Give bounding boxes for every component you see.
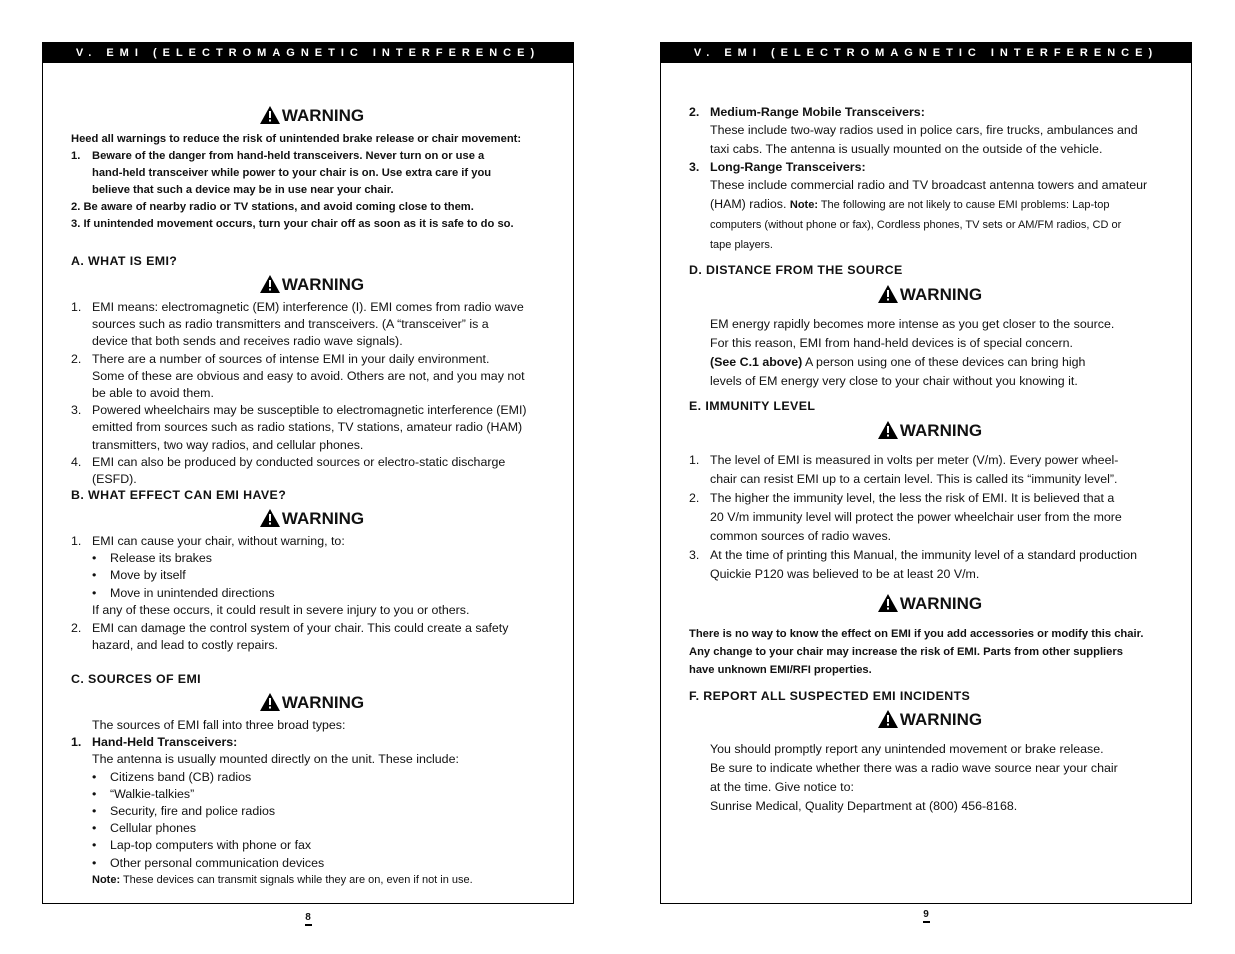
- warning-heading: WARNING: [71, 692, 553, 714]
- warning-heading: WARNING: [71, 105, 553, 127]
- warning-triangle-icon: [260, 275, 280, 293]
- section-f-text: You should promptly report any unintended movement or brake release. Be sure to indicate whether there was a radio wave source near your chair at the time. Give notice to: Sunrise Medical, Quality Department at (800) 456-8168.: [710, 742, 1118, 813]
- section-d-text: EM energy rapidly becomes more intense as you get closer to the source. For this reason, EMI from hand-held devices is of special concern. (See C.1 above) A person using one of these devices can bring high levels of EM energy very close to your chair without you knowing it.: [710, 317, 1115, 388]
- accessory-warning: There is no way to know the effect on EMI if you add accessories or modify this chair. Any change to your chair may increase the risk of EMI. Parts from other suppliers have unknown EMI/RFI properties.: [689, 628, 1144, 676]
- intro-item: 2. Be aware of nearby radio or TV stations, and avoid coming close to them.: [71, 201, 474, 213]
- section-a-heading: A. WHAT IS EMI?: [71, 254, 178, 268]
- section-c-heading: C. SOURCES OF EMI: [71, 672, 202, 686]
- warning-heading: WARNING: [71, 274, 553, 296]
- list-item: 3. At the time of printing this Manual, the immunity level of a standard production Quickie P120 was believed to be at least 20 V/m.: [689, 548, 1138, 581]
- bullet-item: • “Walkie-talkies”: [92, 786, 195, 801]
- list-item: 2. Medium-Range Mobile Transceivers:: [689, 105, 925, 119]
- intro-heading: Heed all warnings to reduce the risk of unintended brake release or chair movement:: [71, 133, 522, 145]
- warning-triangle-icon: [878, 594, 898, 612]
- list-text: If any of these occurs, it could result in severe injury to you or others.: [92, 602, 470, 617]
- warning-triangle-icon: [878, 285, 898, 303]
- warning-heading: WARNING: [71, 508, 553, 530]
- warning-heading: WARNING: [689, 593, 1171, 615]
- warning-heading: WARNING: [689, 420, 1171, 442]
- page-number: 9: [916, 909, 936, 923]
- warning-heading: WARNING: [689, 709, 1171, 731]
- list-text: These include commercial radio and TV broadcast antenna towers and amateur (HAM) radios. Note: The following are not likely to cause EMI problems: Lap-top computers (without phone or fax), Cordless phones, TV sets or AM/FM radios, CD or tape players.: [710, 178, 1148, 252]
- section-b-heading: B. WHAT EFFECT CAN EMI HAVE?: [71, 488, 287, 502]
- bullet-item: • Security, fire and police radios: [92, 804, 276, 819]
- list-text: The sources of EMI fall into three broad types:: [92, 718, 346, 732]
- left-page: [42, 42, 574, 904]
- list-item: 4. EMI can also be produced by conducted sources or electro-static discharge (ESFD).: [71, 454, 506, 487]
- section-header: V. EMI (ELECTROMAGNETIC INTERFERENCE): [661, 43, 1191, 63]
- right-page: [660, 42, 1192, 904]
- warning-triangle-icon: [260, 693, 280, 711]
- intro-item: 3. If unintended movement occurs, turn your chair off as soon as it is safe to do so.: [71, 218, 514, 230]
- transceiver-list: [689, 104, 1171, 255]
- section-header: V. EMI (ELECTROMAGNETIC INTERFERENCE): [43, 43, 573, 63]
- bullet-item: • Move by itself: [92, 568, 186, 583]
- warning-triangle-icon: [260, 106, 280, 124]
- section-a-list: [71, 299, 553, 488]
- list-text: These include two-way radios used in police cars, fire trucks, ambulances and taxi cabs. The antenna is usually mounted on the outside of the vehicle.: [710, 123, 1138, 157]
- warning-heading: WARNING: [689, 284, 1171, 306]
- bullet-item: • Move in unintended directions: [92, 585, 275, 600]
- list-item: 1. Hand-Held Transceivers:: [71, 735, 238, 750]
- warning-triangle-icon: [878, 710, 898, 728]
- list-item: 3. Powered wheelchairs may be susceptible to electromagnetic interference (EMI) emitted from sources such as radio stations, TV stations, amateur radio (HAM) transmitters, two way radios, and cellular phones.: [71, 403, 527, 452]
- list-item: 1. EMI can cause your chair, without warning, to:: [71, 534, 345, 548]
- section-e-list: [689, 451, 1171, 584]
- list-item: 1. EMI means: electromagnetic (EM) interference (I). EMI comes from radio wave sources such as radio transmitters and transceivers. (A “transceiver” is a device that both sends and receives radio wave signals).: [71, 300, 524, 349]
- section-f-heading: F. REPORT ALL SUSPECTED EMI INCIDENTS: [689, 689, 971, 703]
- intro-item: 1. Beware of the danger from hand-held transceivers. Never turn on or use a hand-held transceiver while power to your chair is on. Use extra care if you believe that such a device may be in use near your chair.: [71, 150, 492, 196]
- list-item: 1. The level of EMI is measured in volts per meter (V/m). Every power wheel- chair can resist EMI up to a certain level. This is called its “immunity level”.: [689, 453, 1119, 486]
- section-e-heading: E. IMMUNITY LEVEL: [689, 399, 816, 413]
- bullet-item: • Cellular phones: [92, 821, 197, 836]
- warning-triangle-icon: [260, 509, 280, 527]
- bullet-item: • Citizens band (CB) radios: [92, 769, 252, 784]
- bullet-item: • Other personal communication devices: [92, 855, 325, 870]
- list-text: The antenna is usually mounted directly on the unit. These include:: [92, 752, 459, 767]
- list-item: 2. The higher the immunity level, the less the risk of EMI. It is believed that a 20 V/m immunity level will protect the power wheelchair user from the more common sources of radio waves.: [689, 491, 1122, 543]
- bullet-item: • Lap-top computers with phone or fax: [92, 838, 312, 853]
- section-b-list: [71, 533, 553, 654]
- list-item: 2. EMI can damage the control system of your chair. This could create a safety hazard, and lead to costly repairs.: [71, 621, 509, 653]
- section-d-heading: D. DISTANCE FROM THE SOURCE: [689, 263, 903, 277]
- bullet-item: • Release its brakes: [92, 551, 212, 566]
- section-c-list: [71, 717, 553, 889]
- note: Note: These devices can transmit signals while they are on, even if not in use.: [92, 873, 473, 886]
- list-item: 2. There are a number of sources of intense EMI in your daily environment. Some of these are obvious and easy to avoid. Others are not, and you may not be able to avoid them.: [71, 351, 525, 401]
- intro-warning-block: [71, 131, 553, 233]
- list-item: 3. Long-Range Transceivers:: [689, 160, 866, 175]
- page-number: 8: [298, 912, 318, 926]
- warning-triangle-icon: [878, 421, 898, 439]
